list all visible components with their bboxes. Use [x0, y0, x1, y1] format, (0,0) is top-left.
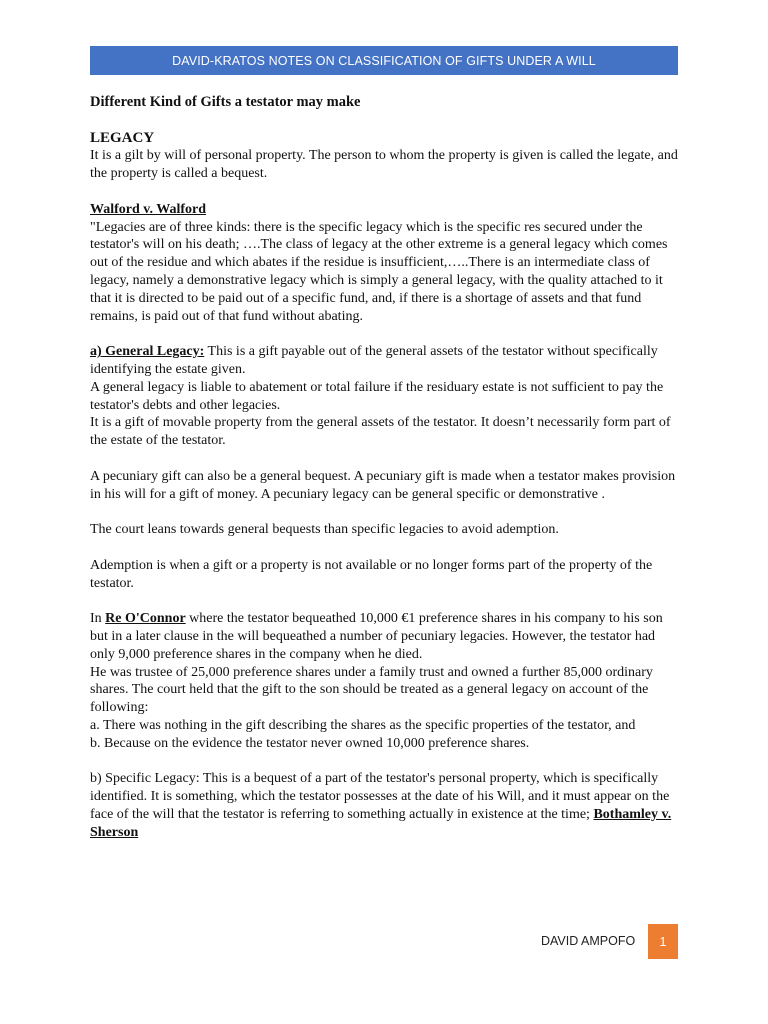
oconnor-trustee: He was trustee of 25,000 preference shares under a family trust and owned a further 85,000 ordinary shares. The court held that the gift to the son should be treated as a general legacy on account of the following:	[90, 664, 653, 716]
document-header-bar	[90, 46, 678, 75]
oconnor-in: In	[90, 611, 106, 627]
footer-author: DAVID AMPOFO	[541, 934, 636, 948]
page-number: 1	[659, 934, 667, 949]
header-title: DAVID-KRATOS NOTES ON CLASSIFICATION OF GIFTS UNDER A WILL	[172, 53, 596, 68]
bothamley-case-title: Bothamley v. Sherson	[90, 806, 672, 840]
oconnor-point-a: a. There was nothing in the gift describing the shares as the specific properties of the testator, and	[90, 717, 636, 733]
specific-legacy-paragraph	[90, 770, 678, 841]
ademption-paragraph: Ademption is when a gift or a property is not available or no longer forms part of the property of the testator.	[90, 557, 653, 591]
general-legacy-definition: This is a gift payable out of the general assets of the testator without specifically identifying the estate given.	[90, 344, 658, 377]
general-legacy-label: a) General Legacy:	[90, 344, 205, 360]
page-number-box	[648, 924, 678, 959]
court-leans-paragraph: The court leans towards general bequests than specific legacies to avoid ademption.	[90, 522, 559, 538]
oconnor-paragraph	[90, 610, 678, 663]
pecuniary-paragraph: A pecuniary gift can also be a general bequest. A pecuniary gift is made when a testator makes provision in his will for a gift of money. A pecuniary legacy can be general specific or demonstrative .	[90, 468, 676, 502]
section-heading: Different Kind of Gifts a testator may make	[90, 94, 361, 110]
walford-case-title: Walford v. Walford	[90, 201, 207, 217]
walford-quote: "Legacies are of three kinds: there is the specific legacy which is the specific res secured under the testator's will on his death; ….The class of legacy at the other extreme is a general legacy which comes out of the residue and which abates if the residue is insufficient,…..There is an intermediate class of legacy, namely a demonstrative legacy which is simply a general legacy, with the quality attached to it that it is directed to be paid out of a specific fund, and, if there is a shortage of assets and that fund remains, is paid out of that fund without abating.	[90, 219, 668, 324]
document-body	[90, 94, 678, 841]
legacy-heading: LEGACY	[90, 129, 155, 146]
general-legacy-movable: It is a gift of movable property from the general assets of the testator. It doesn’t necessarily form part of the estate of the testator.	[90, 415, 671, 449]
oconnor-point-b: b. Because on the evidence the testator never owned 10,000 preference shares.	[90, 735, 530, 751]
general-legacy-paragraph	[90, 343, 678, 379]
general-legacy-abatement: A general legacy is liable to abatement or total failure if the residuary estate is not sufficient to pay the testator's debts and other legacies.	[90, 379, 664, 413]
specific-legacy-text: b) Specific Legacy: This is a bequest of a part of the testator's personal property, which is specifically identified. It is something, which the testator possesses at the date of his Will, and it must appear on the face of the will that the testator is referring to something actually in existence at the time;	[90, 771, 670, 822]
oconnor-case-title: Re O'Connor	[105, 611, 186, 627]
legacy-definition: It is a gilt by will of personal property. The person to whom the property is given is called the legate, and the property is called a bequest.	[90, 148, 678, 182]
oconnor-text: where the testator bequeathed 10,000 €1 preference shares in his company to his son but in a later clause in the will bequeathed a number of pecuniary legacies. However, the testator had only 9,000 preference shares in the company when he died.	[90, 611, 663, 662]
